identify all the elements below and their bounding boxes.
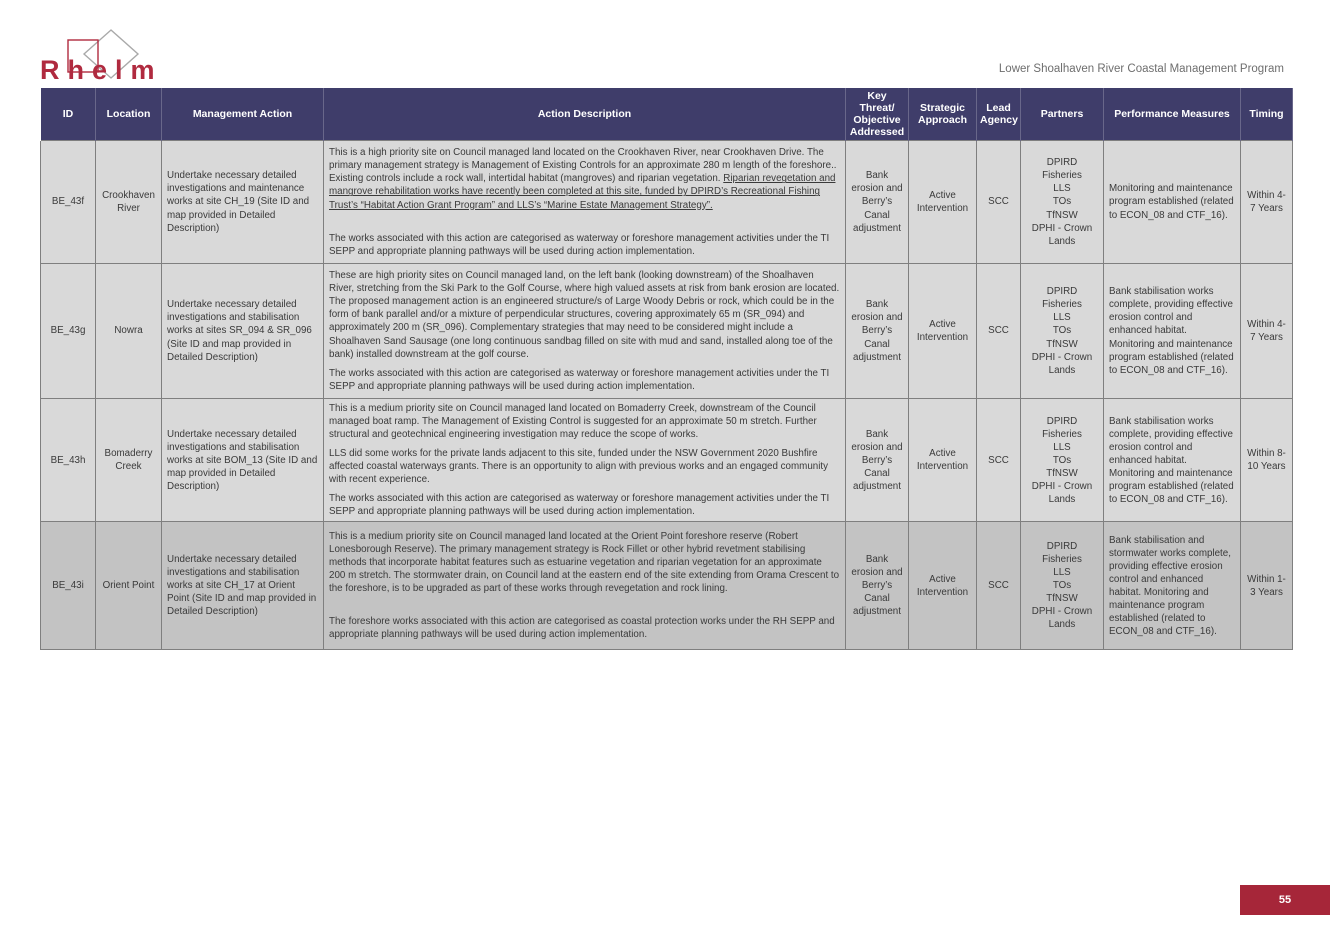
rhelm-logo bbox=[38, 28, 198, 86]
cell-key-threat: Bank erosion and Berry’s Canal adjustment bbox=[846, 141, 909, 264]
table-row bbox=[41, 399, 1293, 522]
cell-performance-measures: Monitoring and maintenance program established (related to ECON_08 and CTF_16). bbox=[1104, 141, 1241, 264]
cell-lead-agency: SCC bbox=[977, 399, 1021, 522]
cell-action-description bbox=[324, 264, 846, 399]
description-paragraph bbox=[329, 615, 840, 641]
partner-name: DPIRD Fisheries bbox=[1042, 415, 1082, 440]
cell-partners bbox=[1021, 399, 1104, 522]
description-text: The works associated with this action are categorised as waterway or foreshore management activities under the TI SEPP and appropriate planning pathways will be used during action implementation. bbox=[329, 367, 830, 392]
column-header: ID bbox=[41, 88, 96, 141]
description-text: This is a high priority site on Council managed land located on the Crookhaven River, near Crookhaven Drive. The primary management strategy is Management of Existing Controls for an approximate 280 m length of the foreshore.. Existing controls include a rock wall, intertidal habitat (mangroves) and riparian vegetation. bbox=[329, 147, 837, 185]
description-paragraph bbox=[329, 146, 840, 211]
cell-timing: Within 4-7 Years bbox=[1241, 264, 1293, 399]
description-text: The works associated with this action are categorised as waterway or foreshore management activities under the TI SEPP and appropriate planning pathways will be used during action implementation. bbox=[329, 493, 830, 518]
partner-name: DPIRD Fisheries bbox=[1042, 157, 1082, 182]
description-paragraph bbox=[329, 492, 840, 518]
cell-id: BE_43f bbox=[41, 141, 96, 264]
description-paragraph bbox=[329, 402, 840, 441]
partner-name: TOs bbox=[1052, 325, 1072, 337]
description-text: LLS did some works for the private lands adjacent to this site, funded under the NSW Government 2020 Bushfire affected coastal waterways grants. There is an opportunity to align with previous works and an engaged community with recent experience. bbox=[329, 448, 829, 486]
column-header: Strategic Approach bbox=[909, 88, 977, 141]
cell-id: BE_43g bbox=[41, 264, 96, 399]
partner-name: TfNSW bbox=[1046, 593, 1078, 605]
cell-management-action: Undertake necessary detailed investigations and maintenance works at site CH_19 (Site ID and map provided in Detailed Description) bbox=[162, 141, 324, 264]
cell-partners bbox=[1021, 264, 1104, 399]
description-paragraph bbox=[329, 232, 840, 258]
partner-name: TOs bbox=[1052, 580, 1072, 592]
table-body bbox=[41, 141, 1293, 650]
cell-lead-agency: SCC bbox=[977, 141, 1021, 264]
column-header: Key Threat/ Objective Addressed bbox=[846, 88, 909, 141]
cell-action-description bbox=[324, 399, 846, 522]
page-number-badge: 55 bbox=[1240, 885, 1330, 915]
management-actions-table bbox=[40, 88, 1293, 650]
cell-management-action: Undertake necessary detailed investigations and stabilisation works at site BOM_13 (Site ID and map provided in Detailed Description) bbox=[162, 399, 324, 522]
table-header-row bbox=[41, 88, 1293, 141]
partner-name: LLS bbox=[1053, 183, 1071, 195]
partner-name: TOs bbox=[1052, 454, 1072, 466]
description-text: The works associated with this action are categorised as waterway or foreshore management activities under the TI SEPP and appropriate planning pathways will be used during action implementation. bbox=[329, 232, 830, 257]
partner-name: TfNSW bbox=[1046, 209, 1078, 221]
cell-id: BE_43i bbox=[41, 522, 96, 650]
cell-key-threat: Bank erosion and Berry’s Canal adjustment bbox=[846, 264, 909, 399]
cell-action-description bbox=[324, 141, 846, 264]
partner-name: DPIRD Fisheries bbox=[1042, 286, 1082, 311]
cell-performance-measures: Bank stabilisation works complete, providing effective erosion control and enhanced habitat. Monitoring and maintenance program established (related to ECON_08 and CTF_16). bbox=[1104, 264, 1241, 399]
cell-location: Crookhaven River bbox=[96, 141, 162, 264]
partner-name: TfNSW bbox=[1046, 467, 1078, 479]
program-title: Lower Shoalhaven River Coastal Management Program bbox=[998, 63, 1284, 75]
description-text: This is a medium priority site on Council managed land located on Bomaderry Creek, downstream of the Council managed boat ramp. The Management of Existing Control is suggested for an approximate 50 m stretch. Further structural and geotechnical engineering investigation may reduce the scope of works. bbox=[329, 403, 817, 441]
description-paragraph bbox=[329, 530, 840, 595]
cell-strategic-approach: Active Intervention bbox=[909, 522, 977, 650]
partner-name: LLS bbox=[1053, 441, 1071, 453]
description-text: The foreshore works associated with this action are categorised as coastal protection works under the RH SEPP and appropriate planning pathways will be used during action implementation. bbox=[329, 616, 835, 641]
column-header: Lead Agency bbox=[977, 88, 1021, 141]
logo-text: Rhelm bbox=[40, 55, 163, 85]
table-row bbox=[41, 264, 1293, 399]
partner-name: TfNSW bbox=[1046, 338, 1078, 350]
description-underlined-text: Riparian revegetation and mangrove rehabilitation works have recently been completed at this site, funded by DPIRD’s Recreational Fishing Trust’s “Habitat Action Grant Program” and LLS’s “Marine Estate Management Strategy”. bbox=[329, 173, 836, 211]
cell-timing: Within 1-3 Years bbox=[1241, 522, 1293, 650]
column-header: Management Action bbox=[162, 88, 324, 141]
cell-timing: Within 4-7 Years bbox=[1241, 141, 1293, 264]
partner-name: LLS bbox=[1053, 567, 1071, 579]
cell-id: BE_43h bbox=[41, 399, 96, 522]
cell-performance-measures: Bank stabilisation and stormwater works complete, providing effective erosion control and enhanced habitat. Monitoring and maintenance program established (related to ECON_08 and CTF_16). bbox=[1104, 522, 1241, 650]
cell-partners bbox=[1021, 141, 1104, 264]
cell-partners bbox=[1021, 522, 1104, 650]
column-header: Timing bbox=[1241, 88, 1293, 141]
partner-name: DPHI - Crown Lands bbox=[1031, 222, 1093, 247]
cell-timing: Within 8-10 Years bbox=[1241, 399, 1293, 522]
description-text: These are high priority sites on Council managed land, on the left bank (looking downstream) of the Shoalhaven River, stretching from the Ski Park to the Golf Course, where high valued assets at risk from bank erosion are located. The proposed management action is an engineered structure/s of Large Woody Debris or rock, which could be in the form of bank parallel and/or a mixture of perpendicular structures, covering approximately 65 m (SR_094) and approximately 200 m (SR_096). Complementary strategies that may need to be considered might include a Shoalhaven Sand Sausage (one long continuous sandbag filled on site with mud and sand, installed along toe of the bank) installed downstream at the golf course. bbox=[329, 270, 840, 360]
column-header: Partners bbox=[1021, 88, 1104, 141]
cell-location: Bomaderry Creek bbox=[96, 399, 162, 522]
partner-name: DPHI - Crown Lands bbox=[1031, 351, 1093, 376]
partner-name: DPHI - Crown Lands bbox=[1031, 480, 1093, 505]
cell-strategic-approach: Active Intervention bbox=[909, 264, 977, 399]
description-paragraph bbox=[329, 447, 840, 486]
column-header: Action Description bbox=[324, 88, 846, 141]
cell-management-action: Undertake necessary detailed investigations and stabilisation works at site CH_17 at Orient Point (Site ID and map provided in Detailed Description) bbox=[162, 522, 324, 650]
cell-action-description bbox=[324, 522, 846, 650]
cell-location: Orient Point bbox=[96, 522, 162, 650]
cell-location: Nowra bbox=[96, 264, 162, 399]
column-header: Performance Measures bbox=[1104, 88, 1241, 141]
partner-name: TOs bbox=[1052, 196, 1072, 208]
description-text: This is a medium priority site on Council managed land located at the Orient Point foreshore reserve (Robert Lonesborough Reserve). The primary management strategy is Rock Fillet or other hybrid revetment stabilising methods that incorporate habitat features such as estuarine vegetation and riparian vegetation for an approximate 200 m stretch. The stormwater drain, on Council land at the eastern end of the site extending from Orama Crescent to the foreshore, is to be upgraded as part of these works through revegetation and rock lining. bbox=[329, 531, 840, 595]
description-paragraph bbox=[329, 269, 840, 360]
cell-performance-measures: Bank stabilisation works complete, providing effective erosion control and enhanced habitat. Monitoring and maintenance program established (related to ECON_08 and CTF_16). bbox=[1104, 399, 1241, 522]
table-row bbox=[41, 522, 1293, 650]
partner-name: DPIRD Fisheries bbox=[1042, 541, 1082, 566]
table-head bbox=[41, 88, 1293, 141]
cell-lead-agency: SCC bbox=[977, 522, 1021, 650]
partner-name: LLS bbox=[1053, 312, 1071, 324]
cell-key-threat: Bank erosion and Berry’s Canal adjustment bbox=[846, 522, 909, 650]
cell-key-threat: Bank erosion and Berry’s Canal adjustment bbox=[846, 399, 909, 522]
partner-name: DPHI - Crown Lands bbox=[1031, 606, 1093, 631]
column-header: Location bbox=[96, 88, 162, 141]
cell-management-action: Undertake necessary detailed investigations and stabilisation works at sites SR_094 & SR_096 (Site ID and map provided in Detailed Description) bbox=[162, 264, 324, 399]
cell-strategic-approach: Active Intervention bbox=[909, 399, 977, 522]
description-paragraph bbox=[329, 367, 840, 393]
cell-strategic-approach: Active Intervention bbox=[909, 141, 977, 264]
table-row bbox=[41, 141, 1293, 264]
cell-lead-agency: SCC bbox=[977, 264, 1021, 399]
